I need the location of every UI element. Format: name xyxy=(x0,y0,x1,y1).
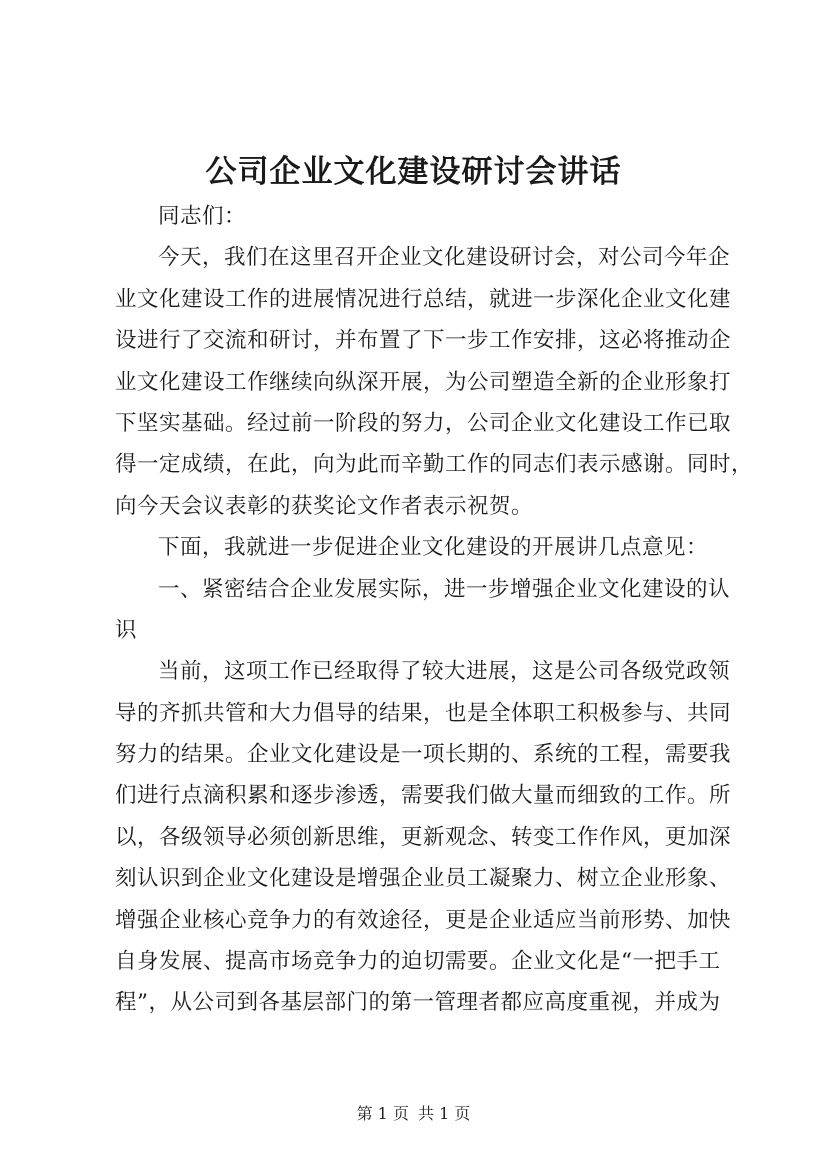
text-line: 下面，我就进一步促进企业文化建设的开展讲几点意见： xyxy=(158,535,709,561)
text-line: 得一定成绩，在此，向为此而辛勤工作的同志们表示感谢。同时， xyxy=(115,452,754,478)
text-line: 下坚实基础。经过前一阶段的努力，公司企业文化建设工作已取 xyxy=(115,410,732,436)
text-line: 导的齐抓共管和大力倡导的结果，也是全体职工积极参与、共同 xyxy=(115,700,732,726)
text-line: 今天，我们在这里召开企业文化建设研讨会，对公司今年企 xyxy=(158,245,731,271)
text-line: 向今天会议表彰的获奖论文作者表示祝贺。 xyxy=(115,493,534,519)
text-line: 刻认识到企业文化建设是增强企业员工凝聚力、树立企业形象、 xyxy=(115,866,732,892)
text-line: 努力的结果。企业文化建设是一项长期的、系统的工程，需要我 xyxy=(115,742,732,768)
text-line: 以，各级领导必须创新思维，更新观念、转变工作作风，更加深 xyxy=(115,824,732,850)
text-line: 程”，从公司到各基层部门的第一管理者都应高度重视，并成为 xyxy=(115,990,721,1016)
text-line: 自身发展、提高市场竞争力的迫切需要。企业文化是“一把手工 xyxy=(115,949,721,975)
text-line: 们进行点滴积累和逐步渗透，需要我们做大量而细致的工作。所 xyxy=(115,783,732,809)
page-number: 第 1 页 xyxy=(356,1104,409,1123)
text-line: 增强企业核心竞争力的有效途径，更是企业适应当前形势、加快 xyxy=(115,907,732,933)
text-line: 业文化建设工作继续向纵深开展，为公司塑造全新的企业形象打 xyxy=(115,369,732,395)
text-line: 同志们： xyxy=(158,204,247,229)
document-body xyxy=(115,196,754,1024)
text-line: 业文化建设工作的进展情况进行总结，就进一步深化企业文化建 xyxy=(115,286,732,312)
page-footer xyxy=(0,1101,827,1124)
document-title: 公司企业文化建设研讨会讲话 xyxy=(205,154,622,190)
text-line: 识 xyxy=(115,617,138,643)
page-total: 共 1 页 xyxy=(418,1104,471,1123)
text-line: 当前，这项工作已经取得了较大进展，这是公司各级党政领 xyxy=(158,659,731,685)
text-line: 设进行了交流和研讨，并布置了下一步工作安排，这必将推动企 xyxy=(115,328,732,354)
text-line: 一、紧密结合企业发展实际，进一步增强企业文化建设的认 xyxy=(158,576,731,602)
